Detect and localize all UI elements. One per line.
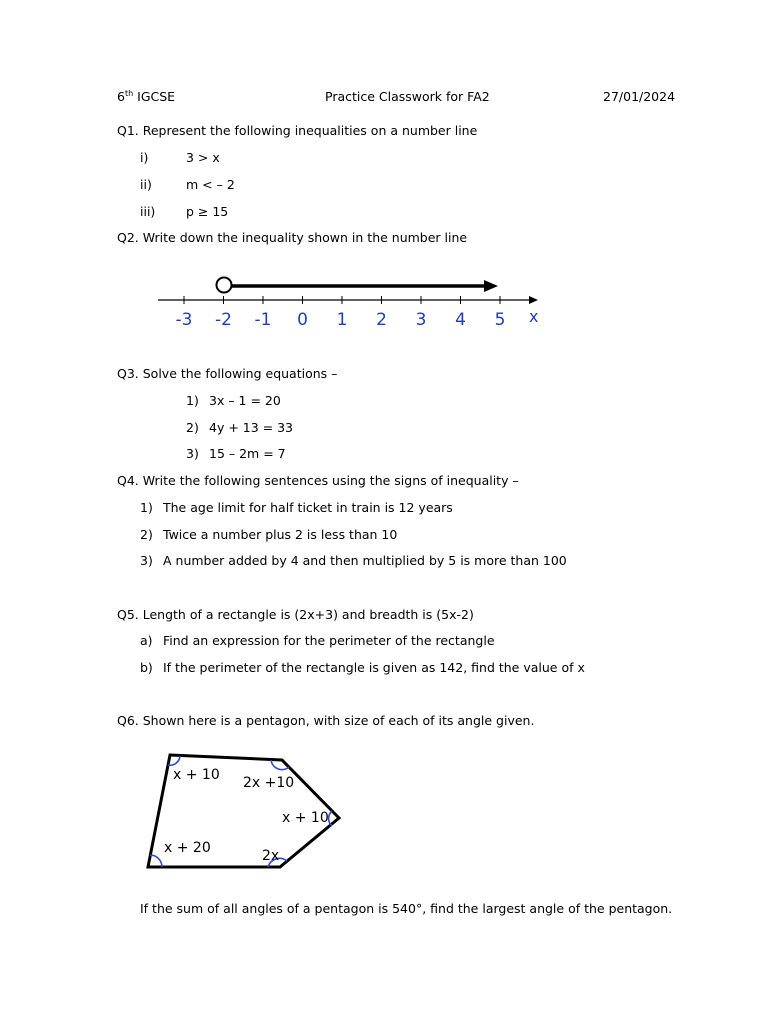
- open-circle-marker: [217, 278, 232, 293]
- q4-item-label: 3): [140, 553, 153, 568]
- q5-item-text: If the perimeter of the rectangle is given as 142, find the value of x: [163, 660, 585, 675]
- q4-item-text: Twice a number plus 2 is less than 10: [163, 527, 398, 542]
- q1-item-text: m < – 2: [186, 177, 235, 192]
- q6-footer: If the sum of all angles of a pentagon is 540°, find the largest angle of the pentagon.: [140, 901, 673, 916]
- worksheet-title: Practice Classwork for FA2: [325, 89, 490, 104]
- angle-label-right: x + 10: [282, 810, 329, 826]
- q4-item-text: A number added by 4 and then multiplied by 5 is more than 100: [163, 553, 567, 568]
- q3-title: Q3. Solve the following equations –: [117, 366, 338, 381]
- q3-item-label: 1): [186, 393, 199, 408]
- q4-title: Q4. Write the following sentences using the signs of inequality –: [117, 473, 519, 488]
- q5-item-text: Find an expression for the perimeter of the rectangle: [163, 633, 495, 648]
- tick-label: 0: [297, 310, 308, 330]
- q4-item-text: The age limit for half ticket in train is 12 years: [163, 500, 453, 515]
- q1-item-label: iii): [140, 204, 156, 219]
- angle-label-top-left: x + 10: [173, 767, 220, 783]
- q1-item-text: p ≥ 15: [186, 204, 229, 219]
- grade-label: 6th IGCSE: [117, 88, 176, 104]
- angle-label-bottom-left: x + 20: [164, 840, 211, 856]
- solution-ray-arrowhead: [484, 280, 498, 292]
- q1-item-text: 3 > x: [186, 150, 220, 165]
- q5-item-label: a): [140, 633, 153, 648]
- q4-item-label: 2): [140, 527, 153, 542]
- q3-item-text: 3x – 1 = 20: [209, 393, 281, 408]
- tick-label: -1: [254, 310, 272, 330]
- q1-item-label: ii): [140, 177, 152, 192]
- q2-title: Q2. Write down the inequality shown in the number line: [117, 230, 468, 245]
- q5-item-label: b): [140, 660, 153, 675]
- axis-arrowhead: [529, 296, 538, 304]
- q3-item-text: 4y + 13 = 33: [209, 420, 294, 435]
- q6-title: Q6. Shown here is a pentagon, with size of each of its angle given.: [117, 713, 535, 728]
- tick-label: 1: [336, 310, 348, 330]
- tick-label: 3: [415, 310, 427, 330]
- angle-label-top-right: 2x +10: [243, 775, 295, 791]
- worksheet-date: 27/01/2024: [603, 89, 676, 104]
- number-line-ticks: [176, 296, 506, 330]
- q3-item-label: 3): [186, 446, 199, 461]
- tick-label: 5: [494, 310, 506, 330]
- q1-item-label: i): [140, 150, 149, 165]
- axis-label-x: x: [529, 307, 539, 326]
- q1-title: Q1. Represent the following inequalities on a number line: [117, 123, 478, 138]
- q3-item-label: 2): [186, 420, 199, 435]
- tick-label: 2: [376, 310, 387, 330]
- tick-label: -2: [215, 310, 232, 330]
- tick-label: 4: [455, 310, 466, 330]
- q5-title: Q5. Length of a rectangle is (2x+3) and breadth is (5x-2): [117, 607, 474, 622]
- tick-label: -3: [175, 310, 193, 330]
- q3-item-text: 15 – 2m = 7: [209, 446, 286, 461]
- angle-label-bottom-right: 2x: [262, 848, 280, 864]
- q4-item-label: 1): [140, 500, 153, 515]
